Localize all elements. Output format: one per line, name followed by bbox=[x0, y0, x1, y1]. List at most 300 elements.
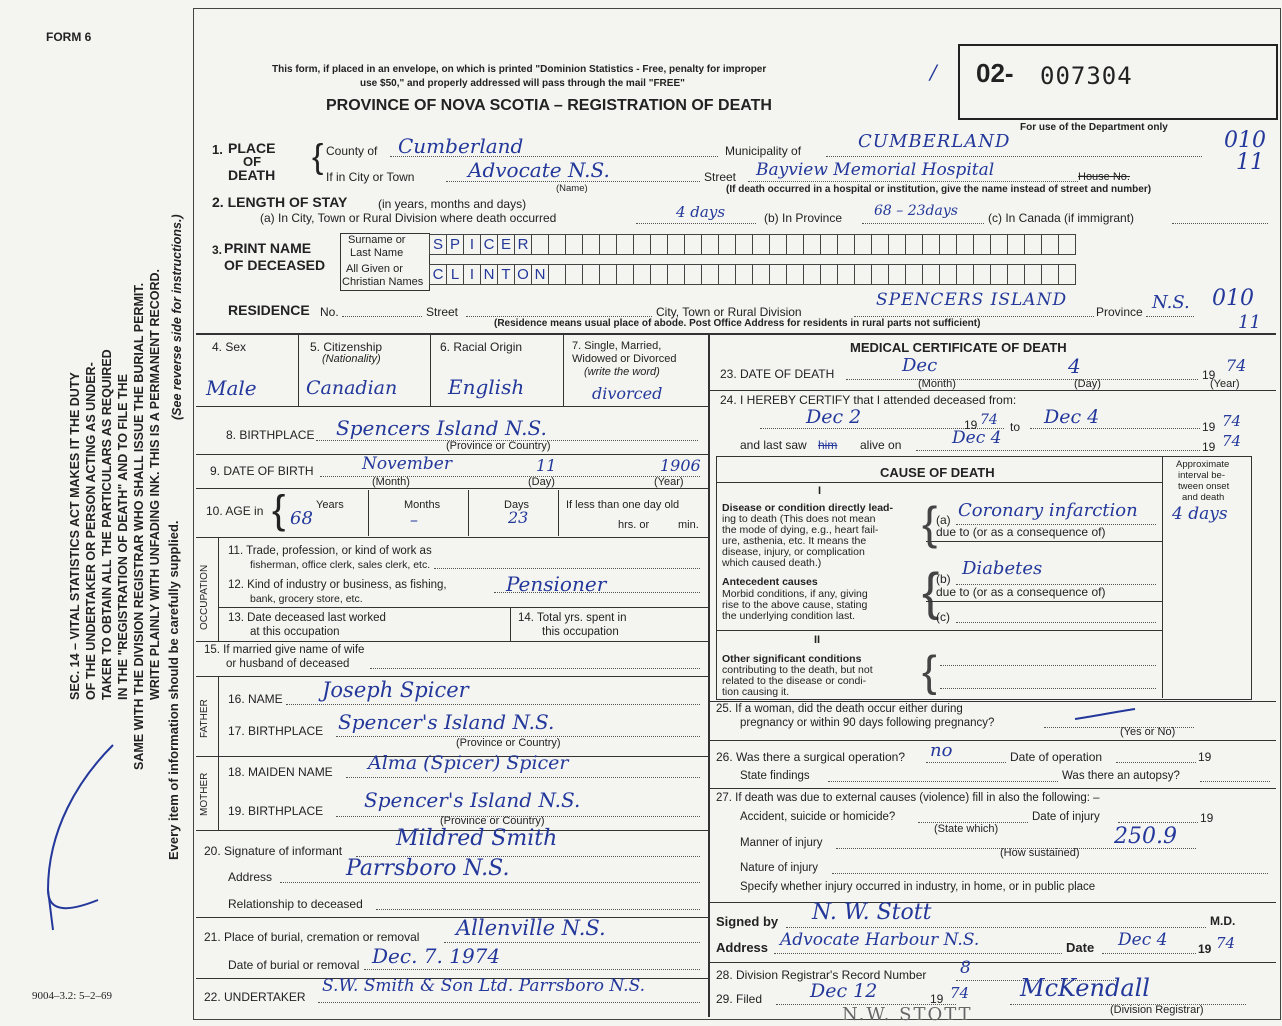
mother-birthplace-label: 19. BIRTHPLACE bbox=[228, 804, 324, 818]
age-div1 bbox=[368, 490, 369, 536]
mother-side-div bbox=[218, 756, 219, 830]
due-to-a-label: due to (or as a consequence of) bbox=[936, 525, 1106, 539]
residence-no-line bbox=[342, 316, 422, 317]
surname-letter-cell bbox=[684, 234, 702, 255]
stay-a-label: (a) In City, Town or Rural Division where death occurred bbox=[260, 211, 557, 225]
cause-roman2: II bbox=[814, 634, 821, 646]
side-instructions-line5: SAME WITH THE DIVISION REGISTRAR WHO SHALL ISSUE THE BURIAL PERMIT. bbox=[132, 282, 146, 770]
q14-line2: this occupation bbox=[542, 626, 619, 638]
q13-div bbox=[510, 607, 511, 641]
cause-brace1: { bbox=[922, 497, 938, 549]
antecedent-title: Antecedent causes bbox=[722, 576, 818, 588]
given-name-letter-cell bbox=[956, 264, 974, 285]
side-instructions-line4: IN THE "REGISTRATION OF DEATH" AND TO FILE THE bbox=[116, 374, 130, 700]
father-birthplace-caption: (Province or Country) bbox=[456, 737, 561, 749]
given-name-letter-cell: N bbox=[480, 264, 498, 285]
sign-date-label: Date bbox=[1066, 940, 1095, 955]
q15-bottom bbox=[196, 676, 708, 677]
burial-place-line bbox=[444, 942, 700, 943]
ante-line3: the underlying condition last. bbox=[722, 610, 856, 622]
given-name-letter-cell bbox=[599, 264, 617, 285]
side-instructions-line2: OF THE UNDERTAKER OR PERSON ACTING AS UNDER- bbox=[84, 362, 98, 700]
q23-bottom bbox=[710, 390, 1276, 391]
mother-side-label: MOTHER bbox=[199, 772, 210, 816]
racial-label: 6. Racial Origin bbox=[440, 340, 523, 354]
sex-value: Male bbox=[206, 376, 257, 400]
stay-c-label: (c) In Canada (if immigrant) bbox=[988, 211, 1135, 225]
undertaker-value: S.W. Smith & Son Ltd. Parrsboro N.S. bbox=[322, 976, 646, 996]
stay-b-label: (b) In Province bbox=[764, 211, 843, 225]
relationship-line bbox=[376, 909, 700, 910]
form-label: FORM 6 bbox=[46, 30, 92, 44]
attended-from-year: 74 bbox=[980, 412, 998, 428]
q23-label: 23. DATE OF DEATH bbox=[720, 367, 835, 381]
surname-letter-cell bbox=[854, 234, 872, 255]
q26-label: 26. Was there a surgical operation? bbox=[716, 750, 905, 764]
place-of-label: OF bbox=[243, 154, 262, 169]
county-label: County of bbox=[326, 144, 378, 158]
q29-line bbox=[776, 1004, 956, 1005]
cause-section1-bottom bbox=[716, 630, 1162, 631]
cause-b-value: Diabetes bbox=[962, 558, 1043, 579]
form-title: PROVINCE OF NOVA SCOTIA – REGISTRATION OF DEATH bbox=[326, 97, 772, 114]
relationship-label: Relationship to deceased bbox=[228, 897, 363, 911]
months-value: – bbox=[410, 510, 418, 529]
row4-bottom bbox=[196, 406, 708, 407]
alive-line bbox=[916, 450, 1200, 451]
cause-brace3: { bbox=[922, 647, 937, 696]
row4-div3 bbox=[563, 334, 564, 406]
to-year-prefix: 19 bbox=[1202, 420, 1216, 434]
surname-letter-cell bbox=[565, 234, 583, 255]
row4-div2 bbox=[430, 334, 431, 406]
last-saw-date-value: Dec 4 bbox=[952, 428, 1002, 448]
q27-label: 27. If death was due to external causes (violence) fill in also the following: – bbox=[716, 792, 1100, 804]
municipality-label: Municipality of bbox=[725, 144, 802, 158]
burial-date-label: Date of burial or removal bbox=[228, 958, 360, 972]
father-side-label: FATHER bbox=[199, 699, 210, 738]
given-name-letter-cell: N bbox=[531, 264, 549, 285]
residence-street-line bbox=[466, 316, 652, 317]
cause-a-value: Coronary infarction bbox=[958, 500, 1138, 521]
icd-code: 250.9 bbox=[1114, 824, 1177, 849]
q26-line bbox=[926, 762, 1006, 763]
surname-letter-cell bbox=[905, 234, 923, 255]
street-label: Street bbox=[704, 170, 737, 184]
surname-letter-cell bbox=[735, 234, 753, 255]
q13-line1: 13. Date deceased last worked bbox=[228, 612, 386, 624]
birthplace-label: 8. BIRTHPLACE bbox=[226, 428, 315, 442]
surname-letter-cell bbox=[718, 234, 736, 255]
surname-letter-cell bbox=[616, 234, 634, 255]
registration-number: 007304 bbox=[1040, 62, 1133, 90]
surname-label1: Surname or bbox=[348, 234, 406, 246]
marital-label3: (write the word) bbox=[584, 366, 660, 378]
side-instructions-line6: WRITE PLAINLY WITH UNFADING INK. THIS IS A PERMANENT RECORD. bbox=[148, 268, 162, 700]
stay-a-line bbox=[636, 223, 756, 224]
informant-bottom bbox=[196, 917, 708, 918]
q28-value: 8 bbox=[960, 958, 971, 978]
stay-b-line bbox=[862, 223, 984, 224]
occupation-bottom bbox=[196, 641, 708, 642]
registration-prefix: 02- bbox=[976, 58, 1014, 88]
surname-letter-cell bbox=[531, 234, 549, 255]
surname-letter-cell bbox=[939, 234, 957, 255]
given-name-letter-cell bbox=[548, 264, 566, 285]
q29-label: 29. Filed bbox=[716, 992, 763, 1006]
surname-letter-cell bbox=[769, 234, 787, 255]
birthplace-value: Spencers Island N.S. bbox=[336, 416, 547, 440]
direct-line5: disease, injury, or complication bbox=[722, 546, 865, 558]
cause-a-interval: 4 days bbox=[1172, 504, 1228, 524]
check-mark: / bbox=[930, 60, 937, 84]
other-line1: Other significant conditions bbox=[722, 653, 862, 665]
father-birthplace-label: 17. BIRTHPLACE bbox=[228, 724, 324, 738]
given-name-letter-cell bbox=[616, 264, 634, 285]
address-value: Advocate Harbour N.S. bbox=[780, 930, 980, 950]
direct-line1: Disease or condition directly lead- bbox=[722, 502, 893, 514]
surname-letter-cell bbox=[1041, 234, 1059, 255]
autopsy-line bbox=[1200, 781, 1270, 782]
given-name-letter-cell: C bbox=[429, 264, 447, 285]
other-line2: contributing to the death, but not bbox=[722, 664, 873, 676]
md-label: M.D. bbox=[1210, 914, 1236, 928]
given-name-letter-grid bbox=[430, 264, 1076, 284]
manner-label: Manner of injury bbox=[740, 837, 823, 849]
side-instructions-line3: TAKER TO OBTAIN ALL THE PARTICULARS AS REQUIRED bbox=[100, 349, 114, 700]
residence-label: RESIDENCE bbox=[228, 302, 310, 318]
q12-line2: bank, grocery store, etc. bbox=[250, 593, 363, 605]
injury-date-line bbox=[1118, 822, 1198, 823]
last-saw-year-prefix: 19 bbox=[1202, 440, 1216, 454]
q25-caption: (Yes or No) bbox=[1120, 726, 1176, 738]
last-saw-label: and last saw bbox=[740, 438, 807, 452]
name-label1: PRINT NAME bbox=[224, 240, 312, 256]
alive-on-label: alive on bbox=[860, 438, 902, 452]
given-name-letter-cell bbox=[667, 264, 685, 285]
sign-year-prefix: 19 bbox=[1198, 942, 1212, 956]
q12-value: Pensioner bbox=[506, 572, 607, 596]
attended-from-value: Dec 2 bbox=[806, 406, 862, 428]
cause-roman1: I bbox=[818, 485, 822, 497]
direct-line4: ure, asthenia, etc. It means the bbox=[722, 535, 867, 547]
cause-b-bottom bbox=[926, 601, 1162, 602]
given-name-letter-cell bbox=[701, 264, 719, 285]
surname-letter-cell bbox=[888, 234, 906, 255]
ante-line1: Morbid conditions, if any, giving bbox=[722, 588, 868, 600]
cause-b-label: (b) bbox=[936, 572, 951, 586]
informant-address-line bbox=[280, 882, 700, 883]
city-name-caption: (Name) bbox=[556, 183, 588, 194]
burial-place-value: Allenville N.S. bbox=[456, 916, 606, 940]
place-label: PLACE bbox=[228, 140, 276, 156]
given-name-letter-cell bbox=[684, 264, 702, 285]
given-name-letter-cell bbox=[718, 264, 736, 285]
row8-bottom bbox=[196, 454, 708, 455]
surname-letter-cell bbox=[973, 234, 991, 255]
residence-city-label: City, Town or Rural Division bbox=[656, 305, 802, 319]
informant-address-label: Address bbox=[228, 870, 273, 884]
sign-year-value: 74 bbox=[1216, 934, 1236, 952]
given-name-letter-cell bbox=[871, 264, 889, 285]
dob-month-value: November bbox=[362, 454, 452, 474]
given-name-letter-cell bbox=[854, 264, 872, 285]
surname-letter-cell bbox=[956, 234, 974, 255]
father-name-label: 16. NAME bbox=[228, 692, 283, 706]
q11-line2: fisherman, office clerk, sales clerk, etc. bbox=[250, 559, 431, 571]
county-value: Cumberland bbox=[398, 134, 524, 158]
birthplace-caption: (Province or Country) bbox=[446, 440, 551, 452]
surname-letter-cell bbox=[803, 234, 821, 255]
direct-line2: ing to death (This does not mean bbox=[722, 513, 876, 525]
cause-header-div bbox=[716, 482, 1162, 483]
last-saw-struck: him bbox=[818, 438, 838, 452]
given-name-letter-cell bbox=[820, 264, 838, 285]
less-day-label: If less than one day old bbox=[566, 499, 680, 511]
surname-letter-cell: R bbox=[514, 234, 532, 255]
citizenship-value: Canadian bbox=[306, 377, 398, 399]
surname-letter-grid bbox=[430, 234, 1076, 254]
nature-line bbox=[832, 873, 1268, 874]
side-pen-mark bbox=[18, 740, 128, 940]
body-top-line bbox=[196, 333, 1276, 335]
death-day-value: 4 bbox=[1068, 354, 1081, 378]
residence-code1: 010 bbox=[1212, 286, 1254, 311]
age-div3 bbox=[558, 490, 559, 536]
q24-to-line bbox=[1030, 428, 1200, 429]
other-line4: tion causing it. bbox=[722, 686, 790, 698]
death-month-caption: (Month) bbox=[918, 378, 956, 390]
residence-note: (Residence means usual place of abode. Post Office Address for residents in rural parts not sufficient) bbox=[494, 318, 981, 329]
due-to-b-label: due to (or as a consequence of) bbox=[936, 585, 1106, 599]
q12-bottom bbox=[218, 607, 708, 608]
attended-to-value: Dec 4 bbox=[1044, 406, 1100, 428]
occupation-side-div bbox=[218, 537, 219, 641]
residence-code2: 11 bbox=[1238, 312, 1261, 333]
surname-letter-cell: I bbox=[463, 234, 481, 255]
mother-maiden-line bbox=[346, 777, 700, 778]
side-instructions-line8: (See reverse side for instructions.) bbox=[170, 214, 184, 420]
death-day-caption: (Day) bbox=[1074, 378, 1101, 390]
given-name-letter-cell bbox=[973, 264, 991, 285]
cause-a-bottom bbox=[926, 541, 1162, 542]
death-year-prefix: 19 bbox=[1202, 368, 1216, 382]
dob-year-value: 1906 bbox=[660, 456, 701, 475]
mother-birthplace-caption: (Province or Country) bbox=[440, 815, 545, 827]
q26-value: no bbox=[930, 740, 953, 761]
q28-label: 28. Division Registrar's Record Number bbox=[716, 968, 927, 982]
injury-date-label: Date of injury bbox=[1032, 811, 1100, 823]
given-name-letter-cell bbox=[582, 264, 600, 285]
undertaker-label: 22. UNDERTAKER bbox=[204, 990, 306, 1004]
surname-letter-cell: P bbox=[446, 234, 464, 255]
stay-label: 2. LENGTH OF STAY bbox=[212, 194, 348, 210]
cause-interval-div bbox=[1162, 456, 1163, 698]
marital-label2: Widowed or Divorced bbox=[572, 353, 677, 365]
q15-line2: or husband of deceased bbox=[226, 658, 350, 670]
attended-to-year: 74 bbox=[1222, 412, 1242, 430]
ante-line2: rise to the above cause, stating bbox=[722, 599, 868, 611]
surname-letter-cell bbox=[1058, 234, 1076, 255]
undertaker-line bbox=[318, 1002, 700, 1003]
cause-brace2: { bbox=[922, 563, 940, 621]
side-instructions-line1: SEC. 14 – VITAL STATISTICS ACT MAKES IT THE DUTY bbox=[68, 372, 82, 700]
given-name-letter-cell bbox=[650, 264, 668, 285]
given-name-letter-cell bbox=[990, 264, 1008, 285]
given-name-letter-cell bbox=[735, 264, 753, 285]
q12-line1: 12. Kind of industry or business, as fishing, bbox=[228, 579, 447, 591]
municipality-value: CUMBERLAND bbox=[858, 131, 1011, 152]
residence-city-line bbox=[854, 316, 1094, 317]
side-instructions-line7: Every item of information should be carefully supplied. bbox=[166, 520, 181, 860]
q25-line1: 25. If a woman, did the death occur either during bbox=[716, 703, 963, 715]
filed-year-value: 74 bbox=[950, 984, 970, 1002]
department-use-label: For use of the Department only bbox=[1020, 122, 1168, 133]
name-stamp: N.W. STOTT bbox=[842, 1004, 973, 1025]
given-name-letter-cell bbox=[922, 264, 940, 285]
burial-date-line bbox=[364, 969, 700, 970]
given-name-letter-cell bbox=[888, 264, 906, 285]
autopsy-label: Was there an autopsy? bbox=[1062, 770, 1180, 782]
postal-notice-line1: This form, if placed in an envelope, on which is printed "Dominion Statistics - Free, penalty for improper bbox=[272, 64, 767, 75]
occupation-side-label: OCCUPATION bbox=[199, 564, 210, 630]
surname-letter-cell: S bbox=[429, 234, 447, 255]
cause-c-label: (c) bbox=[936, 610, 950, 624]
q15-line1: 15. If married give name of wife bbox=[204, 644, 365, 656]
surname-letter-cell bbox=[1007, 234, 1025, 255]
marital-value: divorced bbox=[592, 384, 663, 403]
sign-date-line bbox=[1102, 953, 1196, 954]
row10-bottom bbox=[196, 537, 708, 538]
surname-letter-cell bbox=[667, 234, 685, 255]
name-label2: OF DECEASED bbox=[224, 257, 326, 273]
mother-birthplace-value: Spencer's Island N.S. bbox=[364, 788, 581, 812]
father-side-div bbox=[218, 676, 219, 756]
informant-sig-label: 20. Signature of informant bbox=[204, 844, 343, 858]
surname-letter-cell bbox=[548, 234, 566, 255]
given-name-letter-cell: O bbox=[514, 264, 532, 285]
given-name-letter-cell bbox=[1007, 264, 1025, 285]
racial-value: English bbox=[448, 375, 525, 399]
years-value: 68 bbox=[290, 508, 313, 529]
stay-label-note: (in years, months and days) bbox=[378, 197, 527, 211]
surname-letter-cell bbox=[871, 234, 889, 255]
sign-date-value: Dec 4 bbox=[1118, 930, 1168, 950]
place-death-label: DEATH bbox=[228, 167, 276, 183]
dob-day-caption: (Day) bbox=[528, 476, 555, 488]
given-name-letter-cell bbox=[1024, 264, 1042, 285]
stay-c-line bbox=[1172, 223, 1268, 224]
surname-letter-cell bbox=[650, 234, 668, 255]
q25-bottom bbox=[710, 740, 1276, 741]
operation-year-prefix: 19 bbox=[1198, 750, 1212, 764]
postal-notice-line2: use $50," and properly addressed will pass through the mail "FREE" bbox=[360, 78, 685, 89]
surname-label2: Last Name bbox=[350, 247, 404, 259]
surname-letter-cell bbox=[752, 234, 770, 255]
place-num: 1. bbox=[212, 142, 223, 157]
q15-line bbox=[370, 668, 700, 669]
surname-letter-cell bbox=[633, 234, 651, 255]
dob-month-caption: (Month) bbox=[372, 476, 410, 488]
q25-line2: pregnancy or within 90 days following pregnancy? bbox=[740, 717, 995, 729]
surname-letter-cell bbox=[820, 234, 838, 255]
q25-dash-mark bbox=[1070, 704, 1140, 724]
interval-label3: tween onset bbox=[1178, 481, 1230, 492]
marital-label1: 7. Single, Married, bbox=[572, 340, 662, 352]
burial-date-value: Dec. 7. 1974 bbox=[372, 944, 501, 968]
stay-a-value: 4 days bbox=[676, 203, 726, 221]
nature-label: Nature of injury bbox=[740, 862, 818, 874]
residence-city-value: SPENCERS ISLAND bbox=[876, 290, 1068, 310]
mother-maiden-value: Alma (Spicer) Spicer bbox=[368, 752, 569, 774]
father-name-value: Joseph Spicer bbox=[322, 678, 469, 702]
cause-title: CAUSE OF DEATH bbox=[880, 465, 995, 480]
months-label: Months bbox=[404, 499, 441, 511]
name-num: 3. bbox=[212, 243, 223, 257]
surname-letter-cell bbox=[786, 234, 804, 255]
surname-letter-cell bbox=[922, 234, 940, 255]
house-no-label: House No. bbox=[1078, 171, 1130, 183]
death-year-caption: (Year) bbox=[1210, 378, 1240, 390]
q11-line1: 11. Trade, profession, or kind of work as bbox=[228, 545, 432, 557]
sex-label: 4. Sex bbox=[212, 340, 247, 354]
given-name-letter-cell: T bbox=[497, 264, 515, 285]
registrar-caption: (Division Registrar) bbox=[1110, 1004, 1204, 1016]
accident-label: Accident, suicide or homicide? bbox=[740, 811, 896, 823]
residence-province-value: N.S. bbox=[1152, 292, 1190, 313]
burial-place-label: 21. Place of burial, cremation or removal bbox=[204, 930, 420, 944]
interval-label1: Approximate bbox=[1176, 459, 1230, 470]
direct-line3: the mode of dying, e.g., heart fail- bbox=[722, 524, 879, 536]
age-div2 bbox=[468, 490, 469, 536]
street-line bbox=[748, 181, 1078, 182]
informant-address-value: Parrsboro N.S. bbox=[346, 856, 510, 881]
given-label2: Christian Names bbox=[342, 276, 424, 288]
city-value: Advocate N.S. bbox=[468, 158, 610, 182]
direct-line6: which caused death.) bbox=[722, 557, 822, 569]
given-name-letter-cell bbox=[803, 264, 821, 285]
filed-year-prefix: 19 bbox=[930, 992, 944, 1006]
signed-by-value: N. W. Stott bbox=[812, 900, 932, 925]
given-label1: All Given or bbox=[346, 263, 403, 275]
street-code: 11 bbox=[1236, 150, 1264, 175]
given-name-letter-cell: I bbox=[463, 264, 481, 285]
residence-street-label: Street bbox=[426, 305, 459, 319]
hospital-note: (If death occurred in a hospital or institution, give the name instead of street and number) bbox=[726, 184, 1152, 195]
father-name-line bbox=[286, 704, 700, 705]
given-name-letter-cell bbox=[769, 264, 787, 285]
medical-title: MEDICAL CERTIFICATE OF DEATH bbox=[850, 340, 1067, 355]
q11-line bbox=[434, 568, 700, 569]
dob-label: 9. DATE OF BIRTH bbox=[210, 464, 314, 478]
signed-by-line bbox=[786, 927, 1206, 928]
address-label: Address bbox=[716, 940, 769, 955]
interval-label2: interval be- bbox=[1178, 470, 1225, 481]
q25-top bbox=[710, 701, 1276, 702]
father-birthplace-value: Spencer's Island N.S. bbox=[338, 710, 555, 734]
informant-sig-value: Mildred Smith bbox=[396, 826, 558, 851]
operation-date-line bbox=[1116, 762, 1196, 763]
from-year-prefix: 19 bbox=[964, 418, 978, 432]
row4-div1 bbox=[298, 334, 299, 406]
address-line bbox=[774, 953, 1062, 954]
dob-day-value: 11 bbox=[536, 456, 557, 475]
registrar-signature: McKendall bbox=[1020, 974, 1150, 1002]
cause-c-line bbox=[956, 622, 1156, 623]
surname-letter-cell: C bbox=[480, 234, 498, 255]
surname-letter-cell bbox=[582, 234, 600, 255]
citizenship-label: 5. Citizenship bbox=[310, 340, 383, 354]
